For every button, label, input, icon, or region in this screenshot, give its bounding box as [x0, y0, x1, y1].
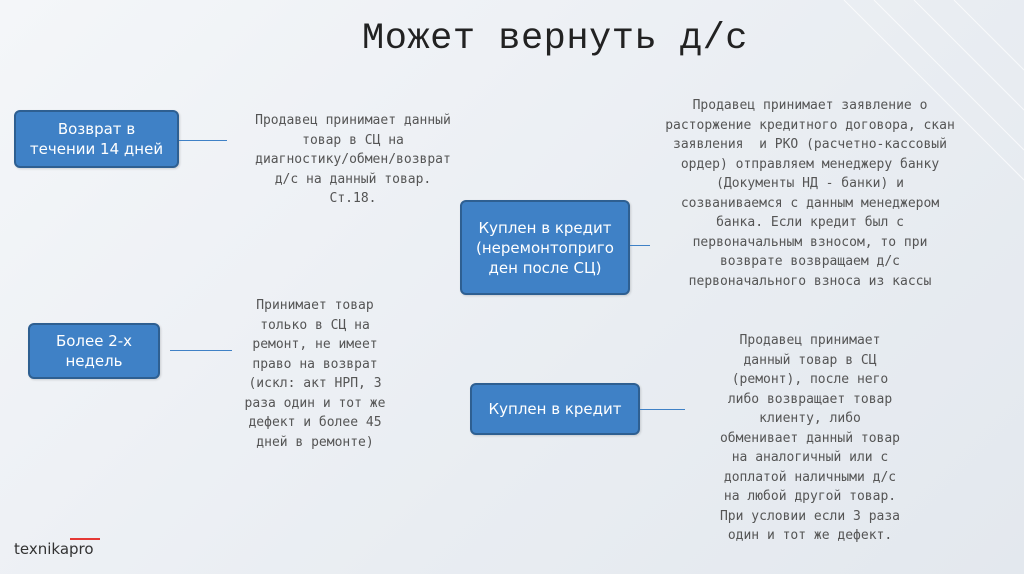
text-credit: Продавец принимает данный товар в СЦ (ремонт), после него либо возвращает товар клиенту, либо обменивает данный товар на аналогичный или с доплатой наличными д/с на любой другой товар. При условии если 3 раза один и тот же дефект.	[719, 333, 900, 543]
text-return-14-days: Продавец принимает данный товар в СЦ на диагностику/обмен/возврат д/с на данный товар. Ст.18.	[255, 113, 451, 206]
logo: texnikapro	[14, 540, 94, 558]
text-credit-unrepairable: Продавец принимает заявление о расторжение кредитного договора, скан заявления и РКО (расчетно-кассовый ордер) отправляем менеджеру банку (Документы НД - банки) и созваниваемся с данным менеджером банка. Если кредит был с первоначальным взносом, то при возврате возвращаем д/с первоначального взноса из кассы	[665, 98, 955, 289]
connector-credit	[640, 409, 685, 410]
box-return-14-days: Возврат в течении 14 дней	[14, 110, 179, 168]
box-over-2-weeks: Более 2-х недель	[28, 323, 160, 379]
box-credit: Куплен в кредит	[470, 383, 640, 435]
box-credit-unrepairable: Куплен в кредит (неремонтоприго ден после СЦ)	[460, 200, 630, 295]
page-title: Может вернуть д/с	[362, 18, 748, 60]
text-over-2-weeks: Принимает товар только в СЦ на ремонт, не имеет право на возврат (искл: акт НРП, 3 раза один и тот же дефект и более 45 дней в ремонте)	[244, 298, 386, 450]
